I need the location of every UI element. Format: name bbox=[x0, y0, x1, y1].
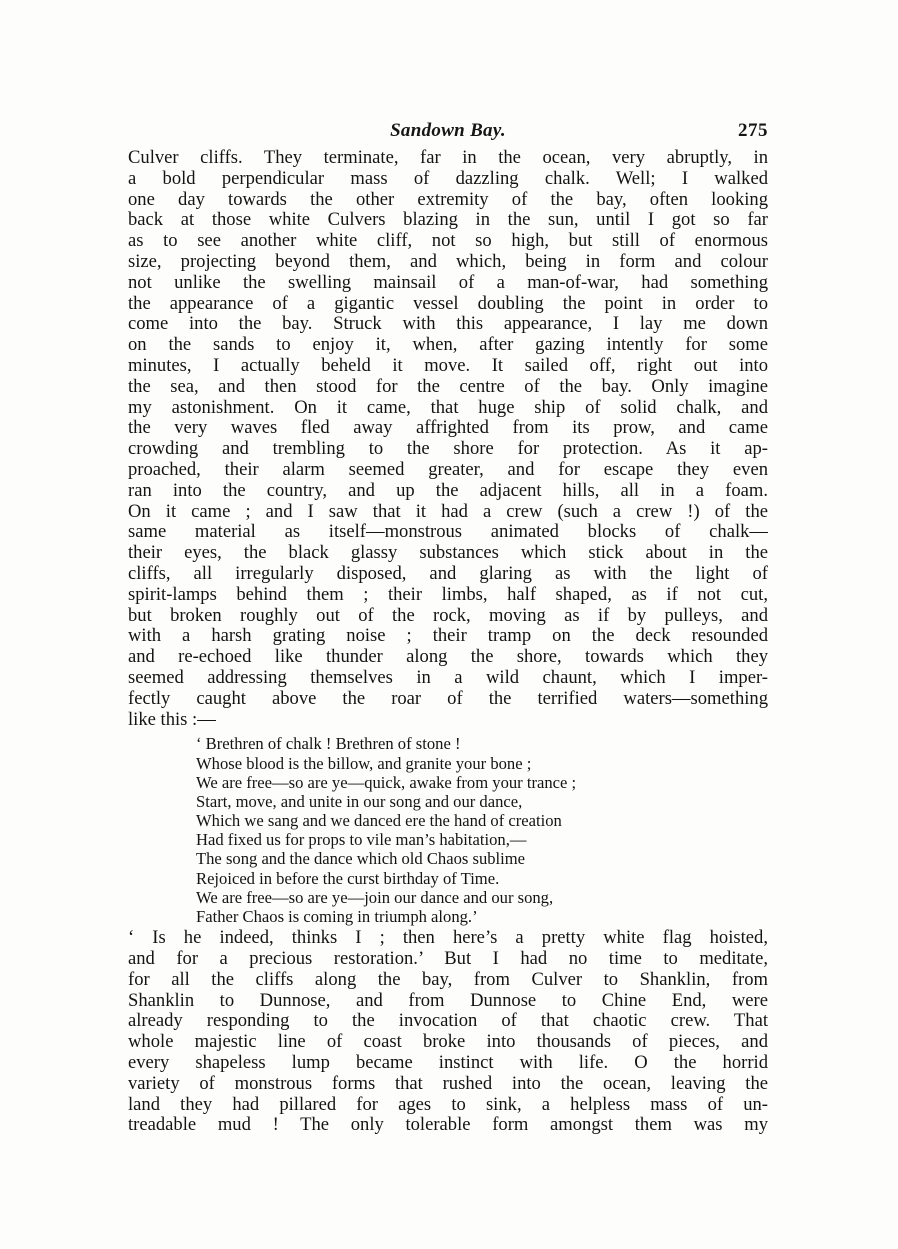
text-line: treadable mud ! The only tolerable form amongst them was my bbox=[128, 1115, 768, 1136]
verse-line: We are free—so are ye—quick, awake from your trance ; bbox=[196, 772, 577, 792]
text-line: already responding to the invocation of that chaotic crew. That bbox=[128, 1011, 768, 1032]
page-header bbox=[128, 120, 768, 146]
text-line: the sea, and then stood for the centre of the bay. Only imagine bbox=[128, 376, 768, 397]
text-line: not unlike the swelling mainsail of a man-of-war, had something bbox=[128, 272, 768, 293]
text-line: same material as itself—monstrous animated blocks of chalk— bbox=[128, 522, 768, 543]
verse-line: Whose blood is the billow, and granite your bone ; bbox=[196, 753, 532, 773]
text-line: ran into the country, and up the adjacent hills, all in a foam. bbox=[128, 480, 768, 501]
text-line: every shapeless lump became instinct with life. O the horrid bbox=[128, 1052, 768, 1073]
paragraph-1 bbox=[128, 148, 768, 730]
text-line: a bold perpendicular mass of dazzling chalk. Well; I walked bbox=[128, 168, 768, 189]
text-line: fectly caught above the roar of the terrified waters—something bbox=[128, 688, 768, 709]
body-text bbox=[128, 148, 768, 1136]
text-line: the very waves fled away affrighted from its prow, and came bbox=[128, 418, 768, 439]
verse-line: We are free—so are ye—join our dance and our song, bbox=[196, 887, 554, 907]
verse-line: Father Chaos is coming in triumph along.’ bbox=[196, 907, 478, 926]
text-line: cliffs, all irregularly disposed, and glaring as with the light of bbox=[128, 563, 768, 584]
verse-line: Start, move, and unite in our song and our dance, bbox=[196, 791, 523, 811]
text-line: minutes, I actually beheld it move. It sailed off, right out into bbox=[128, 355, 768, 376]
text-line: with a harsh grating noise ; their tramp on the deck resounded bbox=[128, 626, 768, 647]
text-line: my astonishment. On it came, that huge ship of solid chalk, and bbox=[128, 397, 768, 418]
text-line: the appearance of a gigantic vessel doubling the point in order to bbox=[128, 293, 768, 314]
text-line: like this :— bbox=[128, 709, 216, 730]
text-line: one day towards the other extremity of the bay, often looking bbox=[128, 189, 768, 210]
text-line: for all the cliffs along the bay, from Culver to Shanklin, from bbox=[128, 969, 768, 990]
text-line: Culver cliffs. They terminate, far in the ocean, very abruptly, in bbox=[128, 148, 768, 168]
text-line: spirit-lamps behind them ; their limbs, half shaped, as if not cut, bbox=[128, 584, 768, 605]
text-line: land they had pillared for ages to sink, a helpless mass of un- bbox=[128, 1094, 768, 1115]
verse-block bbox=[128, 734, 768, 926]
text-line: On it came ; and I saw that it had a crew (such a crew !) of the bbox=[128, 501, 768, 522]
paragraph-2 bbox=[128, 928, 768, 1136]
text-line: seemed addressing themselves in a wild chaunt, which I imper- bbox=[128, 667, 768, 688]
verse-line: The song and the dance which old Chaos sublime bbox=[196, 849, 526, 869]
text-line: back at those white Culvers blazing in the sun, until I got so far bbox=[128, 210, 768, 231]
page-number: 275 bbox=[738, 120, 768, 141]
text-line: and re-echoed like thunder along the shore, towards which they bbox=[128, 647, 768, 668]
text-line: as to see another white cliff, not so high, but still of enormous bbox=[128, 231, 768, 252]
text-line: proached, their alarm seemed greater, and for escape they even bbox=[128, 459, 768, 480]
text-line: whole majestic line of coast broke into thousands of pieces, and bbox=[128, 1032, 768, 1053]
text-line: Shanklin to Dunnose, and from Dunnose to Chine End, were bbox=[128, 990, 768, 1011]
text-line: but broken roughly out of the rock, moving as if by pulleys, and bbox=[128, 605, 768, 626]
text-line: ‘ Is he indeed, thinks I ; then here’s a pretty white flag hoisted, bbox=[128, 928, 768, 949]
text-line: on the sands to enjoy it, when, after gazing intently for some bbox=[128, 335, 768, 356]
text-line: variety of monstrous forms that rushed into the ocean, leaving the bbox=[128, 1073, 768, 1094]
verse-line: Had fixed us for props to vile man’s habitation,— bbox=[196, 830, 527, 850]
text-line: and for a precious restoration.’ But I had no time to meditate, bbox=[128, 948, 768, 969]
text-line: come into the bay. Struck with this appearance, I lay me down bbox=[128, 314, 768, 335]
text-line: crowding and trembling to the shore for protection. As it ap- bbox=[128, 439, 768, 460]
running-title: Sandown Bay. bbox=[390, 120, 506, 141]
text-line: size, projecting beyond them, and which, being in form and colour bbox=[128, 251, 768, 272]
verse-line: Which we sang and we danced ere the hand of creation bbox=[196, 811, 562, 831]
text-line: their eyes, the black glassy substances which stick about in the bbox=[128, 543, 768, 564]
verse-line: Rejoiced in before the curst birthday of Time. bbox=[196, 868, 500, 888]
verse-line: ‘ Brethren of chalk ! Brethren of stone ! bbox=[196, 734, 461, 754]
